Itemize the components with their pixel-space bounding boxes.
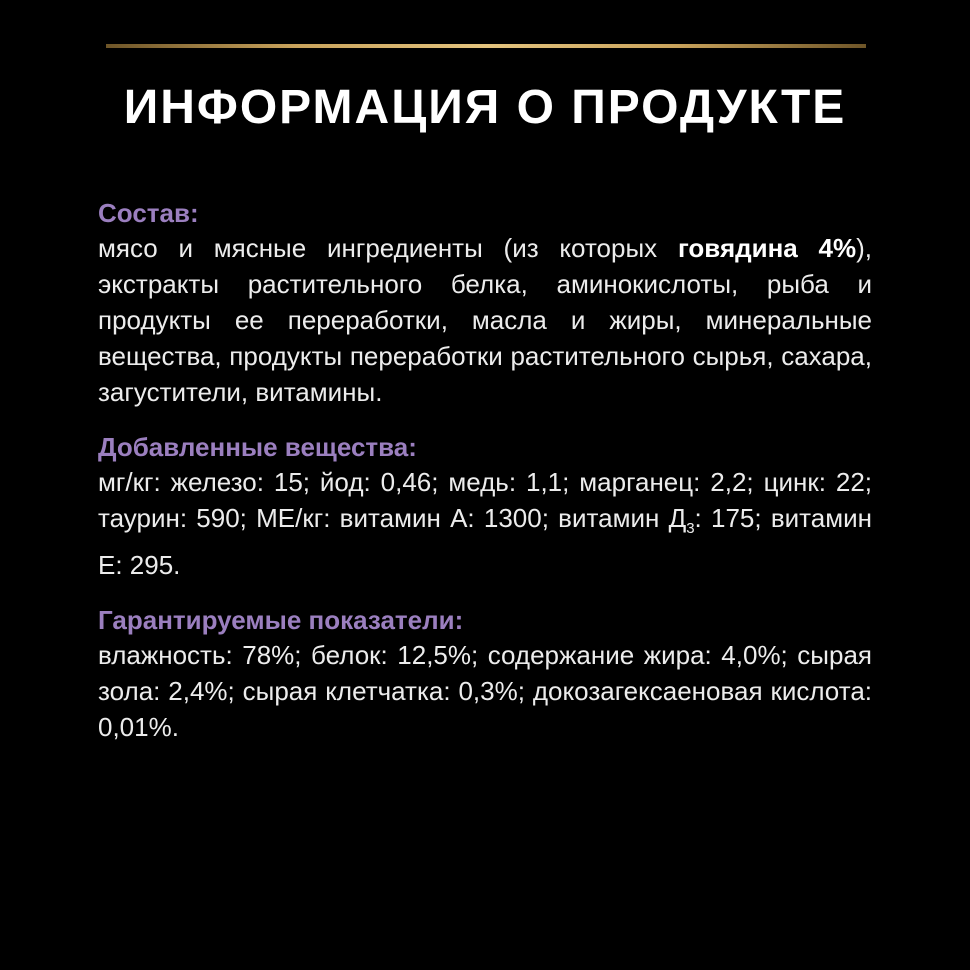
gold-divider — [106, 44, 866, 48]
additives-text-part2: : 175; витамин Е: 295. — [98, 503, 872, 580]
product-info-content — [98, 196, 872, 765]
guaranteed-section — [98, 603, 872, 745]
additives-section — [98, 430, 872, 583]
vitamin-d-subscript: 3 — [686, 520, 695, 537]
guaranteed-heading: Гарантируемые показатели: — [98, 605, 464, 635]
guaranteed-text: влажность: 78%; белок: 12,5%; содержание жира: 4,0%; сырая зола: 2,4%; сырая клетчатка: 0,3%; докозагексаеновая кислота: 0,01%. — [98, 640, 872, 742]
page-title: ИНФОРМАЦИЯ О ПРОДУКТЕ — [123, 81, 847, 134]
composition-heading: Состав: — [98, 198, 199, 228]
composition-text-part2: ), экстракты растительного белка, аминокислоты, рыба и продукты ее переработки, масла и жиры, минеральные вещества, продукты переработки растительного сырья, сахара, загустители, витамины. — [98, 233, 872, 407]
composition-text-part1: мясо и мясные ингредиенты (из которых — [98, 233, 678, 263]
additives-text-part1: мг/кг: железо: 15; йод: 0,46; медь: 1,1; марганец: 2,2; цинк: 22; таурин: 590; МЕ/кг: витамин А: 1300; витамин Д — [98, 467, 872, 533]
composition-beef-highlight: говядина 4% — [677, 233, 857, 263]
additives-text — [98, 464, 872, 583]
composition-text — [98, 230, 872, 410]
composition-section — [98, 196, 872, 410]
additives-heading: Добавленные вещества: — [98, 432, 417, 462]
